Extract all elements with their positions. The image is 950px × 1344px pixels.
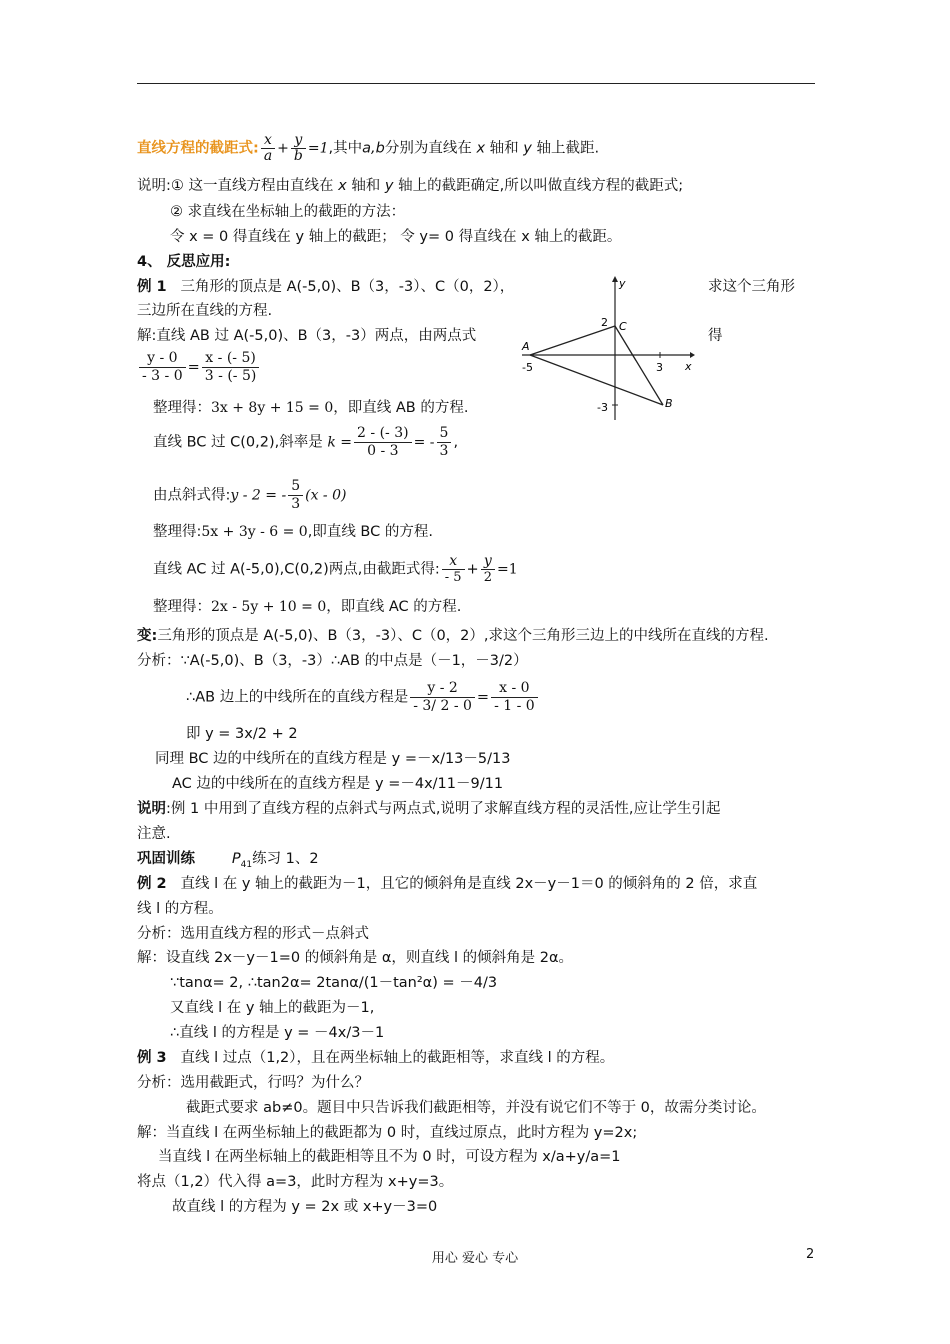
label-c: C bbox=[619, 320, 627, 333]
example-3-line-7: 故直线 l 的方程为 y = 2x 或 x+y－3=0 bbox=[172, 1199, 438, 1215]
intercept-title: 直线方程的截距式: bbox=[137, 140, 259, 157]
practice-line: 巩固训练 $P_{41}$练习 1、2 bbox=[137, 851, 319, 870]
example-1-line-3: 解:直线 AB 过 A(-5,0)、B（3，-3）两点，由两点式 bbox=[137, 328, 477, 344]
tick-label-2: 2 bbox=[601, 316, 608, 329]
example-2-line-2: 线 l 的方程。 bbox=[137, 901, 223, 917]
example-2-line-6: 又直线 l 在 y 轴上的截距为－1, bbox=[170, 1000, 375, 1016]
tick-label-3: 3 bbox=[656, 361, 663, 374]
section-4-heading: 4、 反思应用: bbox=[137, 254, 231, 270]
two-point-formula: $\frac{y - 0}{- 3 - 0}$ = $\frac{x - (- 5)}{3 - (- 5)}$ bbox=[137, 350, 261, 385]
triangle-figure bbox=[520, 275, 695, 420]
x-axis-label: x bbox=[685, 360, 692, 373]
example-1-line-1: 例 1 三角形的顶点是 A(-5,0)、B（3，-3）、C（0，2）， bbox=[137, 279, 515, 295]
y-axis-label: y bbox=[619, 277, 626, 290]
footer-motto: 用心 爱心 专心 bbox=[431, 1251, 519, 1266]
example-2-line-5: ∵tanα= 2, ∴tan2α= 2tanα/(1－tan²α) = －4/3 bbox=[170, 975, 498, 991]
y-axis-arrow-icon bbox=[612, 276, 618, 282]
example-3-line-2: 分析：选用截距式，行吗？为什么？ bbox=[137, 1075, 369, 1091]
variant-line-5: 同理 BC 边的中线所在的直线方程是 y =－x/13－5/13 bbox=[155, 751, 511, 767]
example-1-label: 例 1 bbox=[137, 279, 167, 295]
variant-label: 变: bbox=[137, 628, 158, 644]
variant-line-4: 即 y = 3x/2 + 2 bbox=[186, 726, 298, 742]
simplify-ac: 整理得：2x - 5y + 10 = 0，即直线 AC 的方程. bbox=[153, 599, 462, 615]
example-3-line-5: 当直线 l 在两坐标轴上的截距相等且不为 0 时，可设方程为 x/a+y/a=1 bbox=[158, 1149, 621, 1165]
example-2-line-4: 解：设直线 2x－y－1=0 的倾斜角是 α，则直线 l 的倾斜角是 2α。 bbox=[137, 950, 574, 966]
explain-line-1: 说明:例 1 中用到了直线方程的点斜式与两点式,说明了求解直线方程的灵活性,应让学生引起 bbox=[137, 801, 721, 817]
tick-label-minus-5: -5 bbox=[522, 361, 533, 374]
note-line-2: ② 求直线在坐标轴上的截距的方法： bbox=[170, 204, 406, 220]
bc-slope: 直线 BC 过 C(0,2),斜率是 k = $\frac{2 - (- 3)}{0 - 3}$ = - $\frac{5}{3}$ , bbox=[153, 425, 459, 459]
ac-intercept: 直线 AC 过 A(-5,0),C(0,2)两点,由截距式得: $\frac{x}{- 5}$ + $\frac{y}{2}$ =1 bbox=[153, 553, 518, 585]
example-2-label: 例 2 bbox=[137, 876, 167, 892]
example-1-line-3-right: 得 bbox=[708, 328, 723, 344]
explain-line-2: 注意. bbox=[137, 826, 171, 842]
example-3-line-6: 将点（1,2）代入得 a=3，此时方程为 x+y=3。 bbox=[137, 1174, 454, 1190]
example-3-line-4: 解：当直线 l 在两坐标轴上的截距都为 0 时，直线过原点，此时方程为 y=2x; bbox=[137, 1125, 638, 1141]
page-number: 2 bbox=[806, 1247, 815, 1262]
example-1-line-2: 三边所在直线的方程. bbox=[137, 303, 273, 319]
point-slope: 由点斜式得:y - 2 = - $\frac{5}{3}$ (x - 0) bbox=[153, 478, 347, 512]
header-rule bbox=[137, 83, 815, 84]
practice-label: 巩固训练 bbox=[137, 851, 195, 867]
side-ab bbox=[530, 355, 663, 405]
note-line-3: 令 x = 0 得直线在 y 轴上的截距； 令 y= 0 得直线在 x 轴上的截距。 bbox=[170, 229, 622, 245]
variant-line-6: AC 边的中线所在的直线方程是 y =－4x/11－9/11 bbox=[172, 776, 504, 792]
variant-line-2: 分析：∵A(-5,0)、B（3，-3）∴AB 的中点是（－1，－3/2） bbox=[137, 653, 528, 669]
intercept-definition: 直线方程的截距式: $\frac{x}{a}$ + $\frac{y}{b}$ =1,其中a,b分别为直线在 x 轴和 y 轴上截距. bbox=[137, 132, 600, 164]
example-2-line-7: ∴直线 l 的方程是 y = －4x/3－1 bbox=[170, 1025, 385, 1041]
simplify-bc: 整理得:5x + 3y - 6 = 0,即直线 BC 的方程. bbox=[153, 524, 433, 540]
label-a: A bbox=[522, 340, 530, 353]
variant-line-1: 变:三角形的顶点是 A(-5,0)、B（3，-3）、C（0，2）,求这个三角形三边上的中线所在直线的方程. bbox=[137, 628, 769, 644]
example-3-label: 例 3 bbox=[137, 1050, 167, 1066]
example-2-line-1: 例 2 直线 l 在 y 轴上的截距为－1，且它的倾斜角是直线 2x－y－1＝0 的倾斜角的 2 倍，求直 bbox=[137, 876, 758, 892]
tick-label-minus-3: -3 bbox=[597, 401, 608, 414]
simplify-ab: 整理得：3x + 8y + 15 = 0，即直线 AB 的方程. bbox=[153, 400, 469, 416]
example-3-line-3: 截距式要求 ab≠0。题目中只告诉我们截距相等，并没有说它们不等于 0，故需分类讨论。 bbox=[186, 1100, 766, 1116]
note-line-1: 说明:① 这一直线方程由直线在 x 轴和 y 轴上的截距确定,所以叫做直线方程的截距式; bbox=[137, 178, 684, 194]
example-2-line-3: 分析：选用直线方程的形式－点斜式 bbox=[137, 926, 369, 942]
fraction-x-over-a: $\frac{x}{a}$ bbox=[261, 133, 275, 164]
x-axis-arrow-icon bbox=[690, 352, 695, 358]
side-ac bbox=[530, 326, 615, 355]
variant-line-3: ∴AB 边上的中线所在的直线方程是 $\frac{y - 2}{- 3/ 2 - 0}$ = $\frac{x - 0}{- 1 - 0}$ bbox=[186, 680, 540, 715]
label-b: B bbox=[665, 397, 673, 410]
explain-label: 说明 bbox=[137, 801, 166, 817]
example-1-line-1-right: 求这个三角形 bbox=[708, 279, 795, 295]
example-3-line-1: 例 3 直线 l 过点（1,2），且在两坐标轴上的截距相等，求直线 l 的方程。 bbox=[137, 1050, 615, 1066]
fraction-y-over-b: $\frac{y}{b}$ bbox=[291, 133, 306, 164]
